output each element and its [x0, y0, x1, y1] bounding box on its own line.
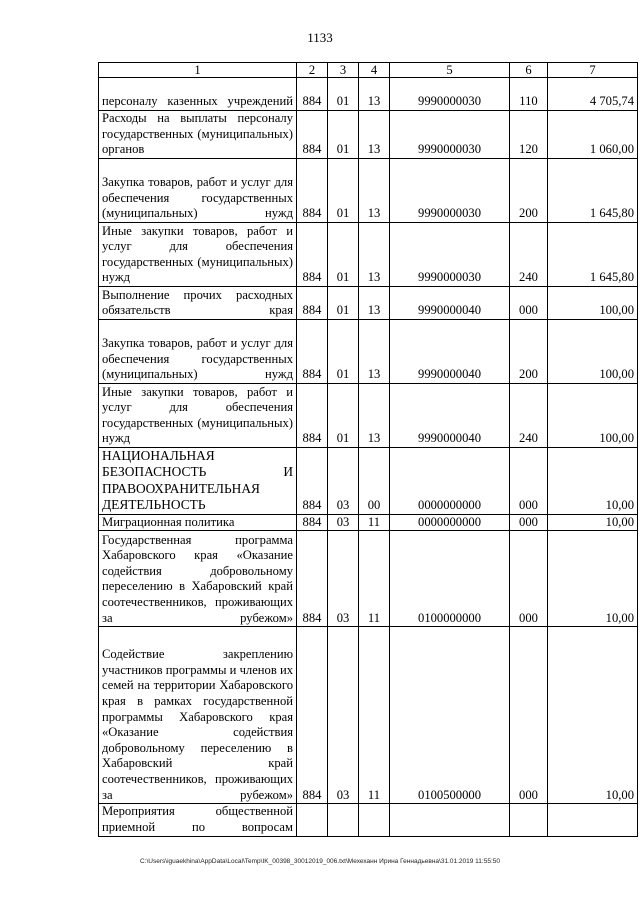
- cell-admin-code: 884: [297, 159, 328, 223]
- cell-section: 01: [328, 159, 359, 223]
- row-name: Мероприятия общественной приемной по вопросам: [99, 804, 297, 837]
- cell-section: 01: [328, 78, 359, 111]
- cell-section: 01: [328, 384, 359, 448]
- cell-subsection: 00: [359, 448, 390, 515]
- cell-subsection: 13: [359, 223, 390, 287]
- row-name: персоналу казенных учреждений: [99, 78, 297, 111]
- row-name: НАЦИОНАЛЬНАЯ БЕЗОПАСНОСТЬ И ПРАВООХРАНИТЕЛЬНАЯ ДЕЯТЕЛЬНОСТЬ: [99, 448, 297, 515]
- cell-amount: 1 645,80: [548, 223, 638, 287]
- cell-section: 01: [328, 287, 359, 320]
- cell-expense-type: 120: [510, 111, 548, 159]
- cell-target-article: 9990000030: [390, 223, 510, 287]
- cell-subsection: [359, 804, 390, 837]
- cell-section: 01: [328, 111, 359, 159]
- cell-target-article: 0000000000: [390, 448, 510, 515]
- row-name: Содействие закреплению участников программы и членов их семей на территории Хабаровского края в рамках государственной программы Хабаровского края «Оказание содействия добровольному переселению в Хабаровский край соотечественников, проживающих за рубежом»: [99, 627, 297, 804]
- header-cell: 6: [510, 63, 548, 78]
- cell-admin-code: 884: [297, 111, 328, 159]
- cell-expense-type: 000: [510, 514, 548, 531]
- cell-target-article: [390, 804, 510, 837]
- table-row: [99, 384, 638, 448]
- cell-section: 03: [328, 448, 359, 515]
- cell-amount: 10,00: [548, 627, 638, 804]
- cell-subsection: 13: [359, 159, 390, 223]
- table-row: [99, 448, 638, 515]
- table-row: [99, 159, 638, 223]
- budget-table: [98, 62, 638, 837]
- cell-section: 01: [328, 223, 359, 287]
- cell-section: 01: [328, 320, 359, 384]
- table-row: [99, 111, 638, 159]
- file-path-footer: C:\Users\iguaekhina\AppData\Local\Temp\IK_00398_30012019_006.txt\Мехеханн Ирина Геннадьевна\31.01.2019 11:55:50: [139, 858, 500, 865]
- cell-subsection: 13: [359, 111, 390, 159]
- header-cell: 4: [359, 63, 390, 78]
- cell-amount: 1 060,00: [548, 111, 638, 159]
- cell-target-article: 9990000040: [390, 287, 510, 320]
- cell-admin-code: [297, 804, 328, 837]
- cell-target-article: 9990000030: [390, 78, 510, 111]
- cell-target-article: 9990000040: [390, 384, 510, 448]
- cell-expense-type: 000: [510, 531, 548, 627]
- cell-expense-type: 200: [510, 320, 548, 384]
- table-row: [99, 223, 638, 287]
- table-row: [99, 804, 638, 837]
- cell-amount: 1 645,80: [548, 159, 638, 223]
- cell-expense-type: 000: [510, 627, 548, 804]
- cell-admin-code: 884: [297, 384, 328, 448]
- cell-target-article: 9990000030: [390, 159, 510, 223]
- cell-subsection: 11: [359, 531, 390, 627]
- cell-subsection: 13: [359, 320, 390, 384]
- row-name: Иные закупки товаров, работ и услуг для обеспечения государственных (муниципальных) нужд: [99, 384, 297, 448]
- page-number: 1133: [307, 30, 333, 45]
- cell-expense-type: 200: [510, 159, 548, 223]
- cell-admin-code: 884: [297, 78, 328, 111]
- cell-expense-type: 240: [510, 384, 548, 448]
- cell-expense-type: 000: [510, 448, 548, 515]
- cell-section: [328, 804, 359, 837]
- cell-amount: 100,00: [548, 320, 638, 384]
- row-name: Выполнение прочих расходных обязательств края: [99, 287, 297, 320]
- header-cell: 1: [99, 63, 297, 78]
- row-name: Иные закупки товаров, работ и услуг для обеспечения государственных (муниципальных) нужд: [99, 223, 297, 287]
- row-name: Миграционная политика: [99, 514, 297, 531]
- table-row: [99, 531, 638, 627]
- cell-target-article: 0100500000: [390, 627, 510, 804]
- row-name: Расходы на выплаты персоналу государственных (муниципальных) органов: [99, 111, 297, 159]
- row-name: Закупка товаров, работ и услуг для обеспечения государственных (муниципальных) нужд: [99, 159, 297, 223]
- cell-amount: 100,00: [548, 384, 638, 448]
- cell-admin-code: 884: [297, 448, 328, 515]
- table-row: [99, 287, 638, 320]
- table-header-row: [99, 63, 638, 78]
- cell-subsection: 13: [359, 78, 390, 111]
- cell-target-article: 9990000040: [390, 320, 510, 384]
- cell-amount: 10,00: [548, 531, 638, 627]
- header-cell: 5: [390, 63, 510, 78]
- cell-admin-code: 884: [297, 627, 328, 804]
- table-row: [99, 627, 638, 804]
- cell-subsection: 13: [359, 287, 390, 320]
- table-row: [99, 514, 638, 531]
- cell-section: 03: [328, 627, 359, 804]
- header-cell: 2: [297, 63, 328, 78]
- cell-amount: [548, 804, 638, 837]
- table-row: [99, 320, 638, 384]
- cell-expense-type: 000: [510, 287, 548, 320]
- cell-target-article: 0100000000: [390, 531, 510, 627]
- cell-amount: 10,00: [548, 448, 638, 515]
- cell-admin-code: 884: [297, 320, 328, 384]
- cell-expense-type: 110: [510, 78, 548, 111]
- cell-subsection: 13: [359, 384, 390, 448]
- cell-subsection: 11: [359, 627, 390, 804]
- cell-target-article: 0000000000: [390, 514, 510, 531]
- cell-expense-type: [510, 804, 548, 837]
- cell-admin-code: 884: [297, 531, 328, 627]
- cell-section: 03: [328, 531, 359, 627]
- cell-subsection: 11: [359, 514, 390, 531]
- row-name: Государственная программа Хабаровского края «Оказание содействия добровольному переселению в Хабаровский край соотечественников, проживающих за рубежом»: [99, 531, 297, 627]
- cell-amount: 100,00: [548, 287, 638, 320]
- row-name: Закупка товаров, работ и услуг для обеспечения государственных (муниципальных) нужд: [99, 320, 297, 384]
- table-row: [99, 78, 638, 111]
- cell-admin-code: 884: [297, 223, 328, 287]
- cell-admin-code: 884: [297, 287, 328, 320]
- header-cell: 7: [548, 63, 638, 78]
- cell-amount: 10,00: [548, 514, 638, 531]
- cell-amount: 4 705,74: [548, 78, 638, 111]
- header-cell: 3: [328, 63, 359, 78]
- cell-expense-type: 240: [510, 223, 548, 287]
- cell-admin-code: 884: [297, 514, 328, 531]
- cell-section: 03: [328, 514, 359, 531]
- cell-target-article: 9990000030: [390, 111, 510, 159]
